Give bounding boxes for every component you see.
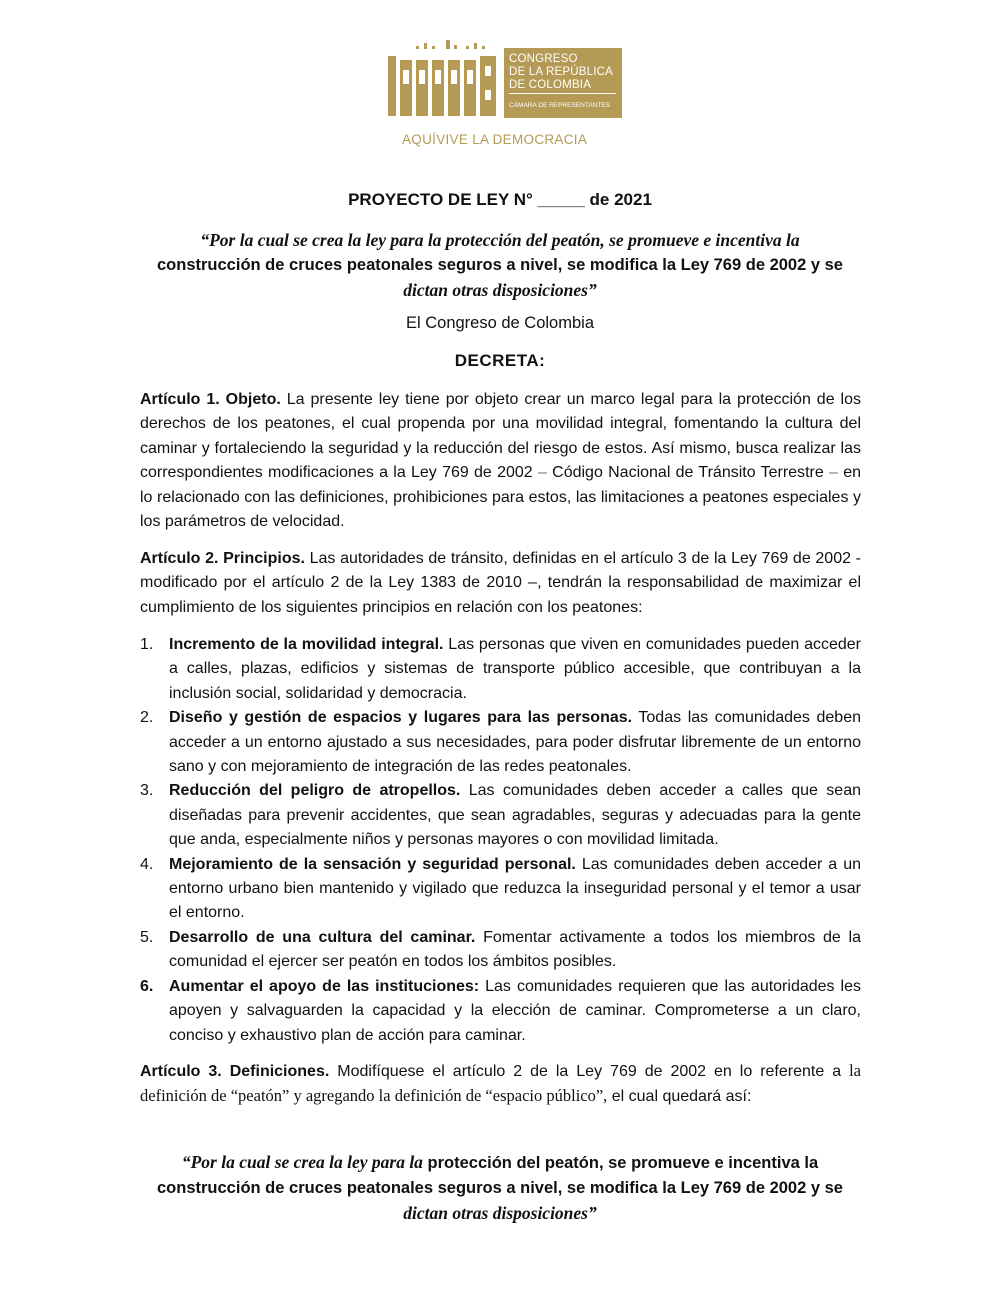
list-item — [140, 706, 861, 779]
list-item-number: 4. — [140, 855, 154, 873]
logo-line-2: DE LA REPÚBLICA — [509, 66, 613, 78]
capitol-building-icon — [388, 40, 500, 120]
article-1-dash-2: – — [829, 464, 838, 482]
logo-line-1: CONGRESO — [509, 53, 578, 65]
list-item — [140, 853, 861, 926]
list-item-number: 2. — [140, 709, 154, 727]
footer-line-3: dictan otras disposiciones” — [403, 1203, 597, 1223]
article-1-text-3: en lo relacionado con las definiciones, prohibiciones para estos, las limitaciones a peatones especiales y los parámetros de velocidad. — [140, 464, 861, 531]
list-item-number: 3. — [140, 782, 154, 800]
list-item-heading: Aumentar el apoyo de las instituciones: — [169, 977, 480, 995]
article-1-text: La presente ley tiene por objeto crear un marco legal para la protección de los derechos de los peatones, el cual propenda por una movilidad integral, fomentando la cultura del caminar y fortaleciendo la seguridad y la reducción del riesgo de estos. Así mismo, busca realizar las correspondientes modificaciones a la Ley 769 de 2002 — [140, 391, 861, 482]
article-1-dash: – — [537, 464, 547, 482]
enacting-body: El Congreso de Colombia — [405, 314, 595, 332]
article-2 — [140, 547, 861, 620]
list-item — [140, 975, 861, 1048]
page-footer — [100, 1150, 900, 1226]
logo-wordmark — [504, 48, 622, 118]
logo-line-4: CÁMARA DE REPRESENTANTES — [509, 102, 611, 109]
list-item-text: Las comunidades deben acceder a un entorno urbano bien mantenido y vigilado que reduzca la inseguridad personal y el temor a usar el entorno. — [169, 855, 862, 922]
footer-part-1: “Por la cual se crea la ley para la — [181, 1152, 423, 1172]
article-3 — [140, 1059, 861, 1110]
subtitle-line-1: “Por la cual se crea la ley para la protección del peatón, se promueve e incentiva la — [200, 230, 800, 250]
article-3-text-2: el cual quedará así: — [607, 1088, 752, 1106]
list-item-text: Fomentar activamente a todos los miembros de la comunidad el ejercer ser peatón en todos los ámbitos posibles. — [169, 928, 861, 971]
article-1 — [140, 388, 861, 534]
congreso-logo — [388, 40, 628, 155]
article-3-text: Modifíquese el artículo 2 de la Ley 769 de 2002 en lo referente a — [329, 1063, 850, 1080]
list-item-text: Todas las comunidades deben acceder a un entorno ajustado a sus necesidades, para poder disfrutar libremente de un entorno sano y con mejoramiento de integración de las redes peatonales. — [169, 709, 861, 776]
document-subtitle — [100, 228, 900, 303]
subtitle-line-2: construcción de cruces peatonales seguros a nivel, se modifica la Ley 769 de 2002 y se — [157, 256, 843, 274]
logo-divider — [509, 93, 616, 94]
footer-part-2: protección del peatón, se promueve e incentiva la — [422, 1154, 819, 1172]
list-item-text: Las comunidades requieren que las autoridades les apoyen y salvaguarden la capacidad y la elección de caminar. Comprometerse a un claro, conciso y exhaustivo plan de acción para caminar. — [169, 977, 861, 1044]
article-3-heading: Artículo 3. Definiciones. — [140, 1063, 330, 1080]
list-item-heading: Reducción del peligro de atropellos. — [169, 782, 461, 800]
logo-slogan: AQUÍVIVE LA DEMOCRACIA — [402, 132, 588, 147]
list-item-heading: Incremento de la movilidad integral. — [169, 636, 444, 653]
footer-line-2: construcción de cruces peatonales seguros a nivel, se modifica la Ley 769 de 2002 y se — [157, 1179, 843, 1197]
subtitle-line-3: dictan otras disposiciones” — [403, 280, 597, 300]
decreta-heading: DECRETA: — [454, 351, 546, 370]
list-item-heading: Diseño y gestión de espacios y lugares para las personas. — [169, 709, 633, 727]
article-1-heading: Artículo 1. Objeto. — [140, 391, 281, 408]
list-item — [140, 926, 861, 975]
list-item-heading: Mejoramiento de la sensación y seguridad personal. — [169, 855, 576, 873]
article-3-serif-text: la definición de “peatón” y agregando la definición de “espacio público”, — [140, 1061, 861, 1106]
list-item-text: Las comunidades deben acceder a calles que sean diseñadas para prevenir accidentes, que sean agradables, seguras y adecuadas para la gente que anda, especialmente niños y personas mayores o con movilidad limitada. — [169, 782, 861, 849]
list-item-text: Las personas que viven en comunidades pueden acceder a calles, plazas, edificios y sistemas de transporte público accesible, que contribuyan a la inclusión social, solidaridad y democracia. — [169, 636, 861, 702]
list-item-heading: Desarrollo de una cultura del caminar. — [169, 928, 476, 946]
article-1-text-2: Código Nacional de Tránsito Terrestre — [546, 464, 830, 482]
article-2-heading: Artículo 2. Principios. — [140, 550, 305, 567]
list-item-number: 5. — [140, 928, 154, 946]
list-item — [140, 633, 861, 706]
logo-line-3: DE COLOMBIA — [509, 79, 592, 91]
list-item — [140, 779, 861, 852]
article-2-text: Las autoridades de tránsito, definidas en el artículo 3 de la Ley 769 de 2002 - modificado por el artículo 2 de la Ley 1383 de 2010 –, tendrán la responsabilidad de maximizar el cumplimiento de los siguientes principios en relación con los peatones: — [140, 550, 861, 616]
list-item-number: 1. — [140, 636, 154, 653]
principles-list — [140, 633, 861, 1048]
document-title: PROYECTO DE LEY N° _____ de 2021 — [348, 190, 652, 209]
list-item-number: 6. — [140, 977, 154, 995]
